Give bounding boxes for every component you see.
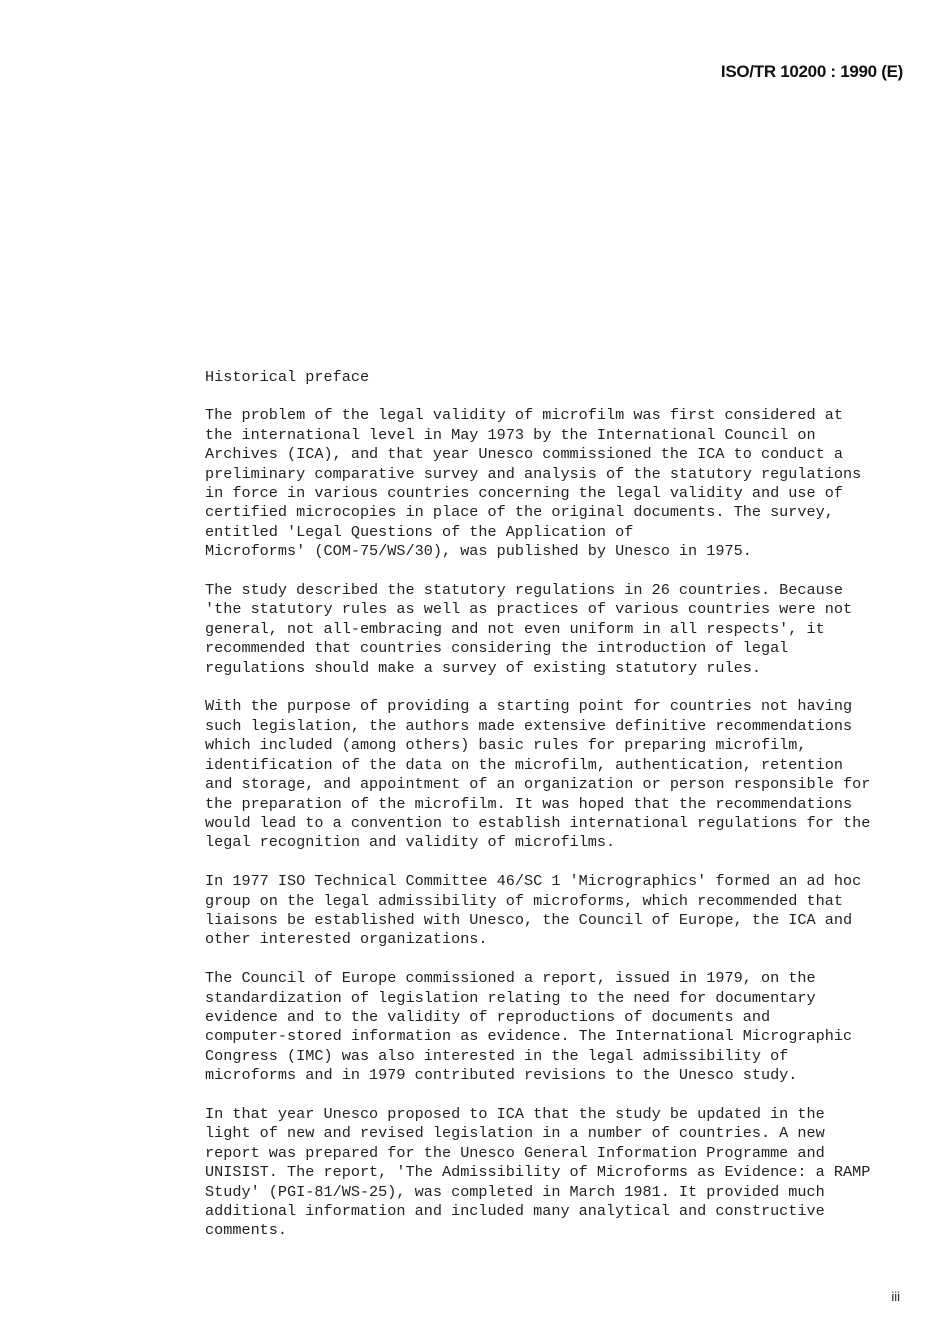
paragraph	[205, 697, 915, 852]
paragraph-line: regulations should make a survey of existing statutory rules.	[205, 658, 761, 677]
paragraph-line: additional information and included many analytical and constructive	[205, 1201, 825, 1220]
page-number: iii	[891, 1289, 900, 1304]
paragraph-line: UNISIST. The report, 'The Admissibility of Microforms as Evidence: a RAMP	[205, 1163, 871, 1182]
paragraph-line: would lead to a convention to establish international regulations for the	[205, 813, 871, 832]
paragraph-line: in force in various countries concerning the legal validity and use of	[205, 484, 843, 503]
paragraph	[205, 1105, 915, 1241]
paragraph-line: report was prepared for the Unesco General Information Programme and	[205, 1143, 825, 1162]
paragraph-line: legal recognition and validity of microfilms.	[205, 833, 616, 852]
section-heading: Historical preface	[205, 368, 370, 386]
paragraph	[205, 872, 915, 950]
paragraph-line: light of new and revised legislation in a number of countries. A new	[205, 1124, 825, 1143]
paragraph-line: The Council of Europe commissioned a report, issued in 1979, on the	[205, 969, 816, 988]
paragraph-line: and storage, and appointment of an organization or person responsible for	[205, 775, 871, 794]
paragraph-line: the preparation of the microfilm. It was hoped that the recommendations	[205, 794, 853, 813]
paragraph-line: Study' (PGI-81/WS-25), was completed in March 1981. It provided much	[205, 1182, 825, 1201]
paragraph-line: other interested organizations.	[205, 930, 488, 949]
paragraph-line: In that year Unesco proposed to ICA that the study be updated in the	[205, 1104, 825, 1123]
paragraph	[205, 406, 915, 561]
paragraph-line: 'the statutory rules as well as practices of various countries were not	[205, 600, 853, 619]
paragraph-line: which included (among others) basic rules for preparing microfilm,	[205, 736, 807, 755]
paragraph-line: certified microcopies in place of the original documents. The survey,	[205, 503, 834, 522]
paragraph	[205, 969, 915, 1085]
paragraph-line: Congress (IMC) was also interested in the legal admissibility of	[205, 1046, 789, 1065]
paragraph-line: computer-stored information as evidence. The International Micrographic	[205, 1027, 853, 1046]
paragraph-line: entitled 'Legal Questions of the Application of	[205, 522, 634, 541]
paragraph-line: identification of the data on the microfilm, authentication, retention	[205, 755, 843, 774]
paragraph-line: the international level in May 1973 by the International Council on	[205, 425, 816, 444]
paragraph-line: general, not all-embracing and not even uniform in all respects', it	[205, 619, 825, 638]
paragraph-line: Microforms' (COM-75/WS/30), was published by Unesco in 1975.	[205, 542, 752, 561]
paragraph-line: liaisons be established with Unesco, the Council of Europe, the ICA and	[205, 910, 853, 929]
paragraph-line: Archives (ICA), and that year Unesco commissioned the ICA to conduct a	[205, 445, 843, 464]
paragraph-line: In 1977 ISO Technical Committee 46/SC 1 'Micrographics' formed an ad hoc	[205, 872, 862, 891]
paragraph-line: recommended that countries considering the introduction of legal	[205, 639, 789, 658]
section-body	[205, 368, 915, 1260]
paragraph-line: The problem of the legal validity of microfilm was first considered at	[205, 406, 843, 425]
paragraph-line: standardization of legislation relating to the need for documentary	[205, 988, 816, 1007]
paragraph-line: preliminary comparative survey and analysis of the statutory regulations	[205, 464, 862, 483]
paragraph-line: The study described the statutory regulations in 26 countries. Because	[205, 581, 843, 600]
paragraph-line: microforms and in 1979 contributed revisions to the Unesco study.	[205, 1066, 798, 1085]
paragraph-line: group on the legal admissibility of microforms, which recommended that	[205, 891, 843, 910]
paragraph-line: such legislation, the authors made extensive definitive recommendations	[205, 716, 853, 735]
paragraph-line: With the purpose of providing a starting point for countries not having	[205, 697, 853, 716]
paragraph-line: evidence and to the validity of reproductions of documents and	[205, 1007, 771, 1026]
paragraph-line: comments.	[205, 1221, 288, 1240]
paragraph	[205, 581, 915, 678]
document-reference: ISO/TR 10200 : 1990 (E)	[720, 62, 903, 81]
paragraph-list	[205, 406, 915, 1240]
